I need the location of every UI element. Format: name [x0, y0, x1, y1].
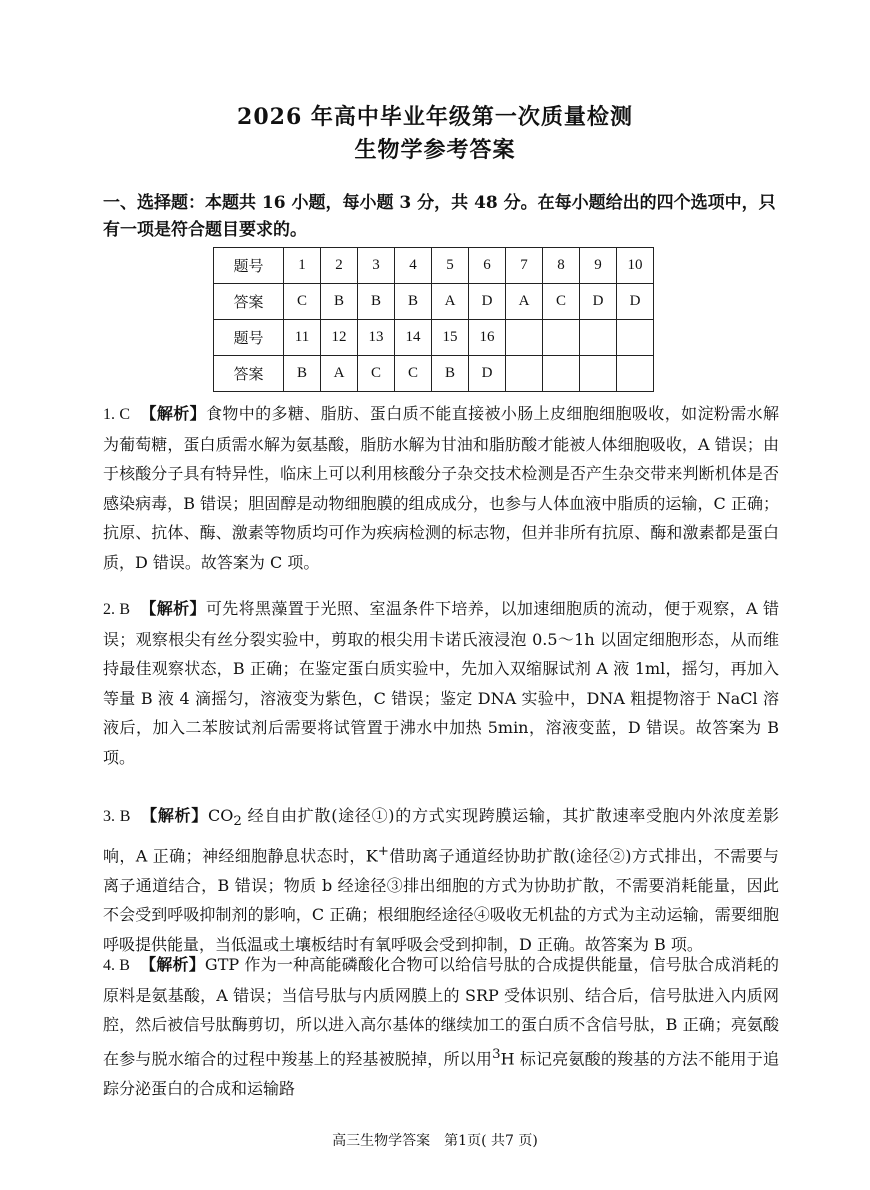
table-cell: B — [284, 356, 321, 392]
table-cell — [506, 320, 543, 356]
section-heading: 一、选择题：本题共 16 小题，每小题 3 分，共 48 分。在每小题给出的四个选项中，只有一项是符合题目要求的。 — [103, 193, 776, 240]
question-number: 3. B — [103, 808, 131, 825]
table-cell: 16 — [469, 320, 506, 356]
table-cell: 13 — [358, 320, 395, 356]
explanation-text: 借助离子通道经协助扩散(途径②)方式排出，不需要与离子通道结合，B 错误；物质 b 经途径③排出细胞的方式为协助扩散，不需要消耗能量，因此不会受到呼吸抑制剂的影响，C 正确；根细胞经途径④吸收无机盐的方式为主动运输，需要细胞呼吸提供能量，当低温或土壤板结时有氧呼吸会受到抑制，D 正确。故答案为 B 项。 — [103, 846, 779, 954]
table-cell: B — [432, 356, 469, 392]
table-cell: D — [580, 284, 617, 320]
table-cell: C — [395, 356, 432, 392]
analysis-tag: 【解析】 — [140, 599, 206, 618]
table-cell: A — [506, 284, 543, 320]
table-cell: D — [617, 284, 654, 320]
table-cell: B — [358, 284, 395, 320]
question-explanation-4 — [103, 950, 779, 1103]
answer-table — [213, 247, 654, 392]
table-cell: D — [469, 356, 506, 392]
analysis-tag: 【解析】 — [139, 955, 205, 974]
table-cell — [580, 356, 617, 392]
explanation-text: 经自由扩散(途径①)的方式实现跨膜运输，其扩散速率受胞内外浓度差影响，A 正确；神经细胞静息状态时，K — [103, 806, 779, 866]
question-number: 2. B — [103, 601, 131, 618]
row-label: 答案 — [214, 356, 284, 392]
question-number: 4. B — [103, 957, 130, 974]
question-number: 1. C — [103, 406, 131, 423]
explanation-text: 食物中的多糖、脂肪、蛋白质不能直接被小肠上皮细胞细胞吸收，如淀粉需水解为葡萄糖，蛋白质需水解为氨基酸，脂肪水解为甘油和脂肪酸才能被人体细胞吸收，A 错误；由于核酸分子具有特异性，临床上可以利用核酸分子杂交技术检测是否产生杂交带来判断机体是否感染病毒，B 错误；胆固醇是动物细胞膜的组成成分，也参与人体血液中脂质的运输，C 正确；抗原、抗体、酶、激素等物质均可作为疾病检测的标志物，但并非所有抗原、酶和激素都是蛋白质，D 错误。故答案为 C 项。 — [103, 404, 779, 572]
superscript: 3 — [492, 1046, 501, 1062]
table-cell: 14 — [395, 320, 432, 356]
explanation-text: CO — [207, 806, 234, 825]
page-subtitle: 生物学参考答案 — [354, 137, 516, 163]
row-label: 题号 — [214, 320, 284, 356]
table-cell: A — [432, 284, 469, 320]
table-cell — [543, 356, 580, 392]
question-explanation-3 — [103, 801, 779, 959]
page-footer: 高三生物学答案 第1页( 共7 页) — [332, 1133, 538, 1149]
table-cell: 10 — [617, 248, 654, 284]
table-cell: C — [358, 356, 395, 392]
table-cell: 9 — [580, 248, 617, 284]
table-cell — [506, 356, 543, 392]
table-cell: 12 — [321, 320, 358, 356]
question-explanation-1 — [103, 399, 779, 578]
table-cell: C — [284, 284, 321, 320]
table-cell: 4 — [395, 248, 432, 284]
analysis-tag: 【解析】 — [140, 404, 206, 423]
table-cell: D — [469, 284, 506, 320]
table-cell: 2 — [321, 248, 358, 284]
table-cell: 6 — [469, 248, 506, 284]
page-title: 2026 年高中毕业年级第一次质量检测 — [237, 104, 633, 130]
question-explanation-2 — [103, 594, 779, 773]
superscript: + — [377, 843, 389, 859]
explanation-text: GTP 作为一种高能磷酸化合物可以给信号肽的合成提供能量，信号肽合成消耗的原料是氨基酸，A 错误；当信号肽与内质网膜上的 SRP 受体识别、结合后，信号肽进入内质网腔，然后被信号肽酶剪切，所以进入高尔基体的继续加工的蛋白质不含信号肽，B 正确；亮氨酸在参与脱水缩合的过程中羧基上的羟基被脱掉，所以用 — [103, 955, 779, 1069]
row-label: 题号 — [214, 248, 284, 284]
table-row — [214, 284, 654, 320]
table-row — [214, 356, 654, 392]
table-cell: 5 — [432, 248, 469, 284]
table-cell — [543, 320, 580, 356]
table-cell: C — [543, 284, 580, 320]
table-row — [214, 248, 654, 284]
table-cell: 15 — [432, 320, 469, 356]
analysis-tag: 【解析】 — [140, 806, 208, 825]
table-row — [214, 320, 654, 356]
explanation-text: 可先将黑藻置于光照、室温条件下培养，以加速细胞质的流动，便于观察，A 错误；观察根尖有丝分裂实验中，剪取的根尖用卡诺氏液浸泡 0.5～1h 以固定细胞形态，从而维持最佳观察状态，B 正确；在鉴定蛋白质实验中，先加入双缩脲试剂 A 液 1ml，摇匀，再加入等量 B 液 4 滴摇匀，溶液变为紫色，C 错误；鉴定 DNA 实验中，DNA 粗提物溶于 NaCl 溶液后，加入二苯胺试剂后需要将试管置于沸水中加热 5min，溶液变蓝，D 错误。故答案为 B 项。 — [103, 599, 779, 767]
row-label: 答案 — [214, 284, 284, 320]
table-cell: B — [395, 284, 432, 320]
table-cell — [617, 356, 654, 392]
table-cell: 1 — [284, 248, 321, 284]
table-cell: 8 — [543, 248, 580, 284]
table-cell: B — [321, 284, 358, 320]
subscript: 2 — [233, 814, 242, 830]
explanation-text: H 标记亮氨酸的羧基的方法不能用于追踪分泌蛋白的合成和运输路 — [103, 1049, 779, 1098]
table-cell: A — [321, 356, 358, 392]
table-cell — [580, 320, 617, 356]
table-cell: 3 — [358, 248, 395, 284]
table-cell: 11 — [284, 320, 321, 356]
table-cell: 7 — [506, 248, 543, 284]
table-cell — [617, 320, 654, 356]
